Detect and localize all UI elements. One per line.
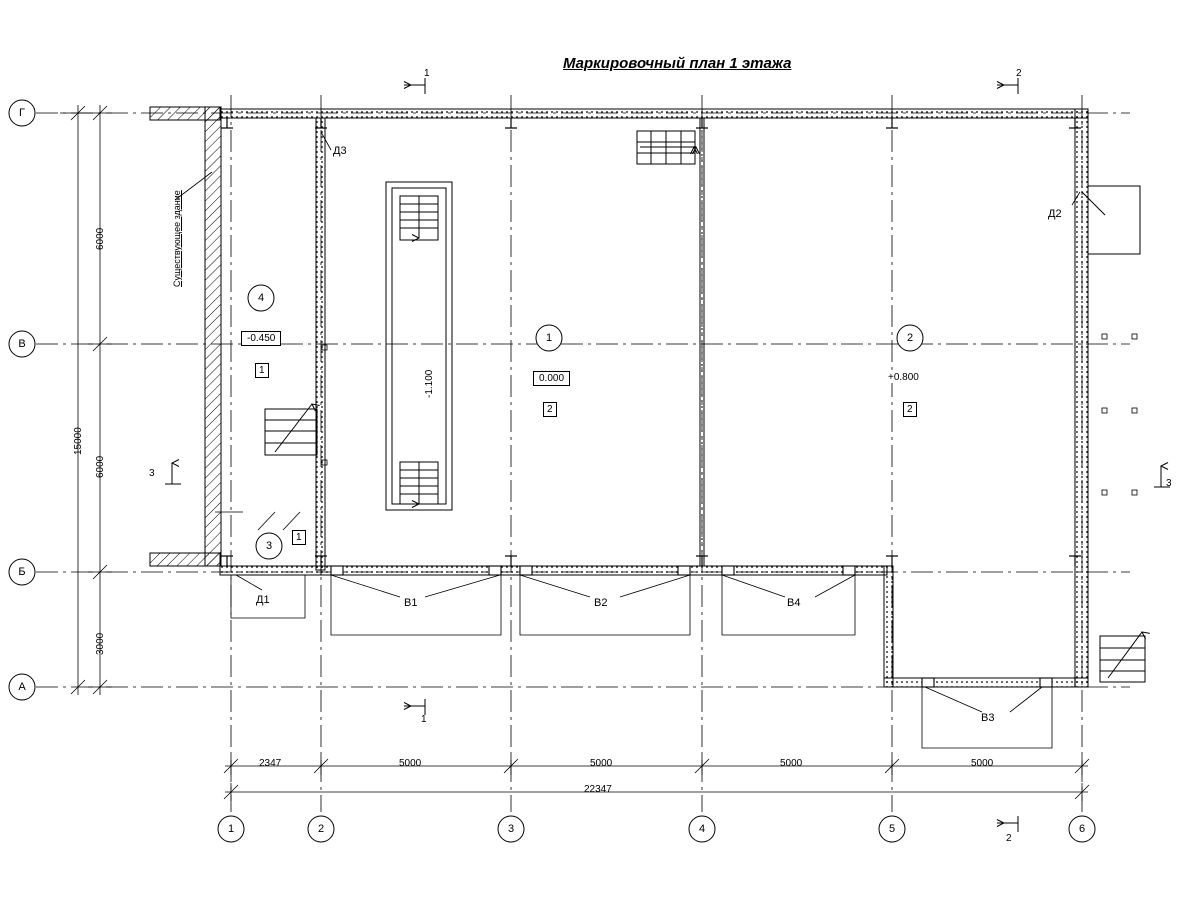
- elevation-zone-1: 0.000: [533, 371, 570, 386]
- window-mark-v1: В1: [404, 597, 418, 609]
- section-mark-1-bottom: 1: [421, 714, 427, 725]
- axis-number-6: 6: [1078, 823, 1086, 835]
- axis-number-3: 3: [507, 823, 515, 835]
- existing-building-note: Существующее здание: [172, 190, 182, 287]
- axis-letter-g: Г: [19, 107, 25, 119]
- axis-number-5: 5: [888, 823, 896, 835]
- zone-bubble-2: 2: [906, 332, 914, 344]
- dim-vertical-6000-lower: 6000: [95, 455, 106, 478]
- dim-vertical-6000-upper: 6000: [95, 227, 106, 250]
- dim-h-5000-d: 5000: [971, 758, 994, 769]
- section-mark-2-top: 2: [1016, 68, 1022, 79]
- window-mark-v2: В2: [594, 597, 608, 609]
- door-mark-d2: Д2: [1048, 208, 1062, 220]
- section-mark-3-left: 3: [149, 468, 155, 479]
- section-mark-2-bottom: 2: [1006, 833, 1012, 844]
- axis-letter-b: Б: [18, 566, 26, 578]
- note-ref-zone-3: 1: [292, 530, 306, 545]
- dim-vertical-3000: 3000: [95, 632, 106, 655]
- axis-letter-v: В: [18, 338, 26, 350]
- axis-number-1: 1: [227, 823, 235, 835]
- dim-h-5000-a: 5000: [399, 758, 422, 769]
- dim-h-5000-b: 5000: [590, 758, 613, 769]
- window-mark-v4: В4: [787, 597, 801, 609]
- elevation-pit: -1.100: [424, 369, 435, 398]
- note-ref-zone-4: 1: [255, 363, 269, 378]
- door-mark-d1: Д1: [256, 594, 270, 606]
- zone-bubble-1: 1: [545, 332, 553, 344]
- dim-h-total: 22347: [584, 784, 612, 795]
- section-mark-3-right: 3: [1166, 478, 1172, 489]
- dim-h-2347: 2347: [259, 758, 282, 769]
- page-title: Маркировочный план 1 этажа: [563, 55, 792, 72]
- axis-letter-a: А: [18, 681, 26, 693]
- elevation-zone-2: +0.800: [888, 372, 919, 383]
- axis-number-2: 2: [317, 823, 325, 835]
- zone-bubble-4: 4: [257, 292, 265, 304]
- axis-number-4: 4: [698, 823, 706, 835]
- zone-bubble-3: 3: [265, 540, 273, 552]
- section-mark-1-top: 1: [424, 68, 430, 79]
- door-mark-d3: Д3: [333, 145, 347, 157]
- dim-h-5000-c: 5000: [780, 758, 803, 769]
- dim-vertical-total: 15000: [73, 427, 84, 455]
- note-ref-zone-1: 2: [543, 402, 557, 417]
- note-ref-zone-2: 2: [903, 402, 917, 417]
- elevation-zone-4: -0.450: [241, 331, 281, 346]
- window-mark-v3: В3: [981, 712, 995, 724]
